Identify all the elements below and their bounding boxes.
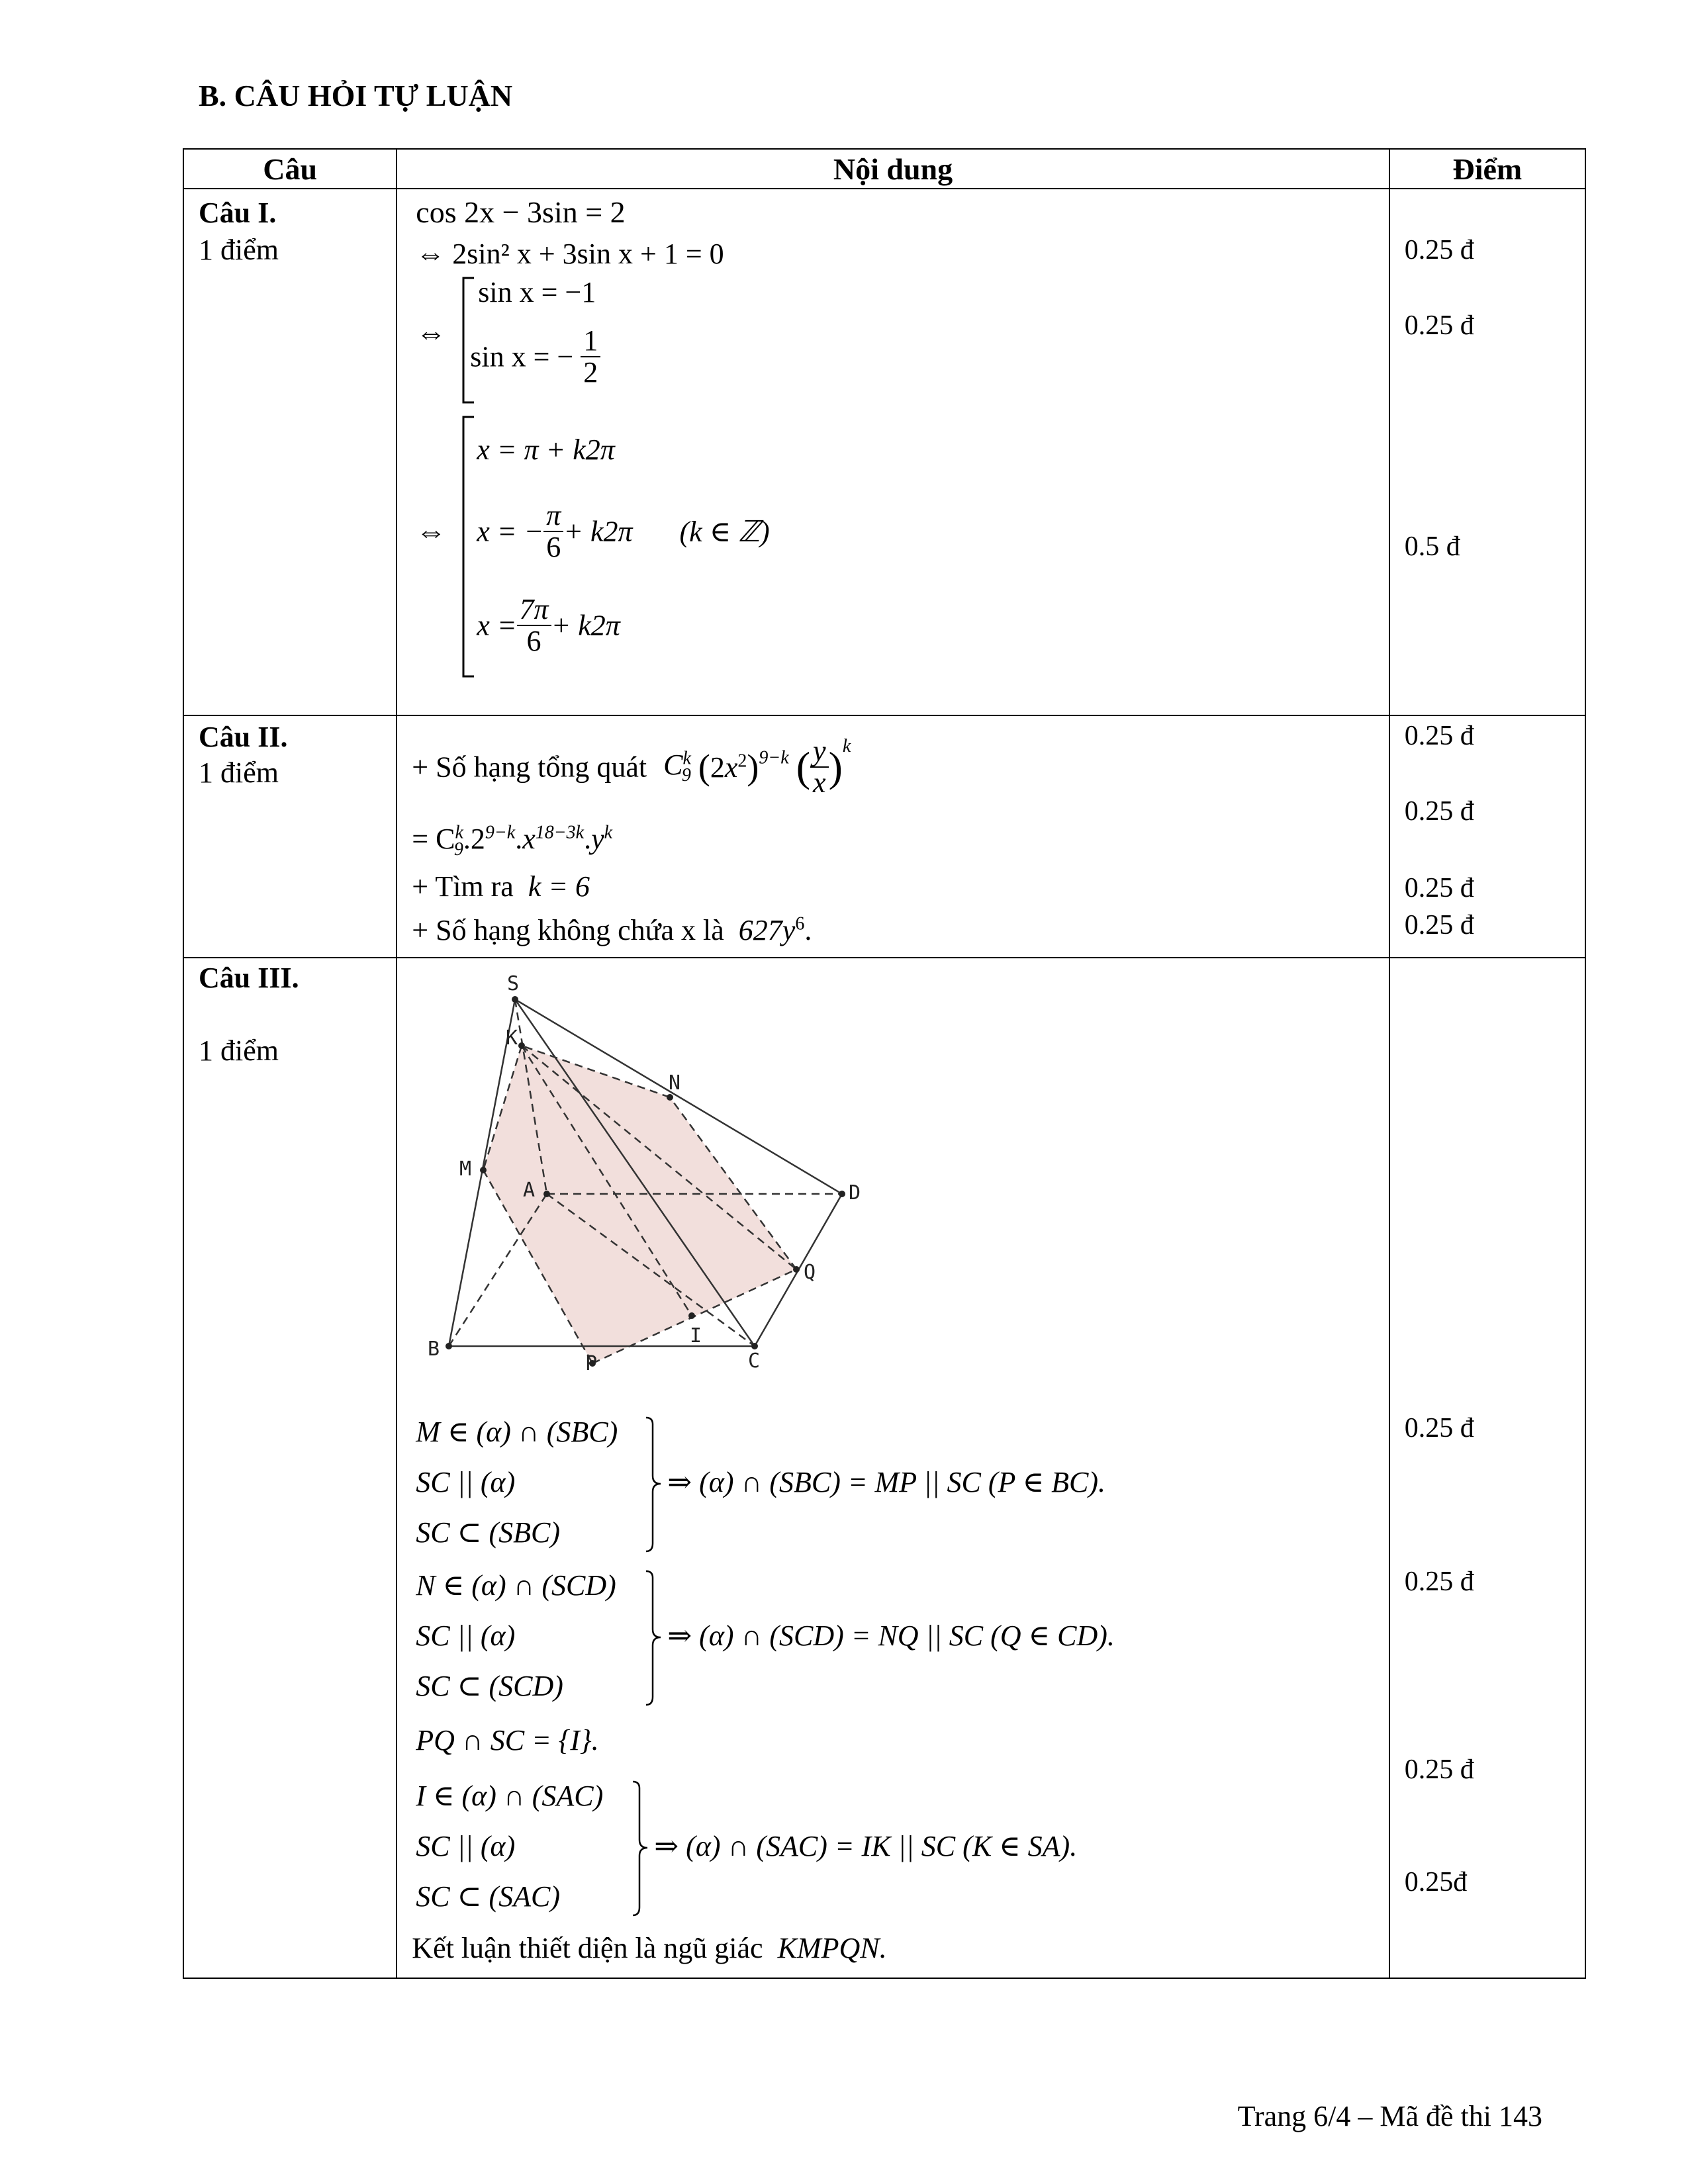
q2-score-3: 0.25 đ — [1404, 873, 1474, 903]
q2-line3: + Tìm ra k = 6 — [412, 870, 590, 903]
table-row-q1 — [183, 189, 1585, 715]
q3-points: 1 điểm — [199, 1034, 279, 1067]
q1-label-cell — [183, 189, 397, 715]
table-header-row — [183, 149, 1585, 189]
header-cau: Câu — [183, 149, 397, 189]
label-D: D — [849, 1181, 861, 1205]
q3-pq-line: PQ ∩ SC = {I}. — [416, 1724, 599, 1756]
q1-sys1-a: sin x = −1 — [478, 276, 596, 308]
q1-equiv-2: ⇔ — [416, 514, 447, 548]
section-title: B. CÂU HỎI TỰ LUẬN — [199, 79, 513, 113]
q2-line2: = $C^k_9.2^{9-k}.x^{18-3k}.y^k$ — [412, 822, 613, 860]
q3-brace-2 — [643, 1569, 663, 1707]
q3-score-4: 0.25đ — [1404, 1867, 1468, 1897]
q3-score-1: 0.25 đ — [1404, 1413, 1474, 1443]
q2-title: Câu II. — [199, 721, 288, 753]
q3-score-cell — [1389, 958, 1585, 1978]
q2-score-2: 0.25 đ — [1404, 796, 1474, 827]
answer-table — [183, 148, 1586, 1979]
q3-sys1-result: ⇒ (α) ∩ (SBC) = MP || SC (P ∈ BC). — [667, 1466, 1106, 1498]
q1-content-cell — [397, 189, 1389, 715]
q3-content-cell — [397, 958, 1389, 1978]
q3-sys3-result: ⇒ (α) ∩ (SAC) = IK || SC (K ∈ SA). — [654, 1830, 1078, 1862]
q1-bracket-2 — [461, 414, 477, 679]
q1-eq2: ⇔ 2sin² x + 3sin x + 1 = 0 — [416, 238, 724, 270]
q3-sys3-l3: SC ⊂ (SAC) — [416, 1880, 561, 1913]
q2-line4: + Số hạng không chứa x là $627y^6$. — [412, 913, 812, 946]
q2-score-cell — [1389, 715, 1585, 958]
table-row-q3 — [183, 958, 1585, 1978]
q2-content-cell — [397, 715, 1389, 958]
label-S: S — [507, 972, 520, 995]
label-A: A — [523, 1179, 536, 1202]
q1-points: 1 điểm — [199, 234, 279, 266]
q1-equiv-1: ⇔ — [416, 316, 447, 349]
q1-sys1-b: sin x = − $\frac{1}{2}$ — [470, 326, 600, 388]
table-row-q2 — [183, 715, 1585, 958]
label-Q: Q — [804, 1261, 816, 1284]
q1-sol-1: x = π + k2π — [477, 433, 615, 466]
q1-score-2: 0.25 đ — [1404, 310, 1474, 341]
q2-score-4: 0.25 đ — [1404, 910, 1474, 940]
q3-sys1-l2: SC || (α) — [416, 1466, 516, 1498]
q3-score-3: 0.25 đ — [1404, 1754, 1474, 1785]
q1-score-1: 0.25 đ — [1404, 235, 1474, 265]
q3-sys2-l2: SC || (α) — [416, 1619, 516, 1652]
q3-brace-1 — [643, 1415, 663, 1554]
label-B: B — [428, 1338, 440, 1361]
q3-sys3-l2: SC || (α) — [416, 1830, 516, 1862]
q3-sys1-l1: M ∈ (α) ∩ (SBC) — [416, 1416, 618, 1448]
q2-label-cell — [183, 715, 397, 958]
q1-title: Câu I. — [199, 197, 277, 229]
q3-conclusion: Kết luận thiết diện là ngũ giác KMPQN. — [412, 1932, 887, 1964]
q3-brace-3 — [630, 1779, 650, 1918]
q2-score-1: 0.25 đ — [1404, 721, 1474, 751]
q3-label-cell — [183, 958, 397, 1978]
q3-sys2-l1: N ∈ (α) ∩ (SCD) — [416, 1569, 616, 1602]
label-P: P — [585, 1352, 598, 1375]
header-diem: Điểm — [1389, 149, 1585, 189]
pyramid-figure — [397, 958, 993, 1395]
q1-score-cell — [1389, 189, 1585, 715]
q1-sol-2: x = − $\frac{\pi}{6}$ + k2π (k ∈ ℤ) — [477, 499, 770, 564]
q1-sol-3: x = $\frac{7\pi}{6}$ + k2π — [477, 593, 620, 658]
q1-eq1: cos 2x − 3sin = 2 — [416, 195, 626, 229]
q2-line1: + Số hạng tổng quát $C^k_9$ $(2x^2)^{9-k}$ ( $\frac{y}{x}$ )$^k$ — [412, 735, 851, 799]
label-M: M — [459, 1158, 472, 1181]
q1-score-3: 0.5 đ — [1404, 531, 1460, 562]
q3-sys3-l1: I ∈ (α) ∩ (SAC) — [416, 1780, 604, 1812]
page-footer: Trang 6/4 – Mã đề thi 143 — [1237, 2100, 1542, 2132]
label-I: I — [690, 1324, 702, 1347]
q3-sys2-l3: SC ⊂ (SCD) — [416, 1670, 563, 1702]
q3-sys2-result: ⇒ (α) ∩ (SCD) = NQ || SC (Q ∈ CD). — [667, 1619, 1115, 1652]
label-K: K — [506, 1026, 518, 1050]
q3-sys1-l3: SC ⊂ (SBC) — [416, 1516, 561, 1549]
label-C: C — [748, 1349, 761, 1373]
q3-title: Câu III. — [199, 962, 299, 994]
label-N: N — [669, 1071, 681, 1095]
q2-points: 1 điểm — [199, 756, 279, 789]
q3-score-2: 0.25 đ — [1404, 1567, 1474, 1597]
header-noi-dung: Nội dung — [397, 149, 1389, 189]
